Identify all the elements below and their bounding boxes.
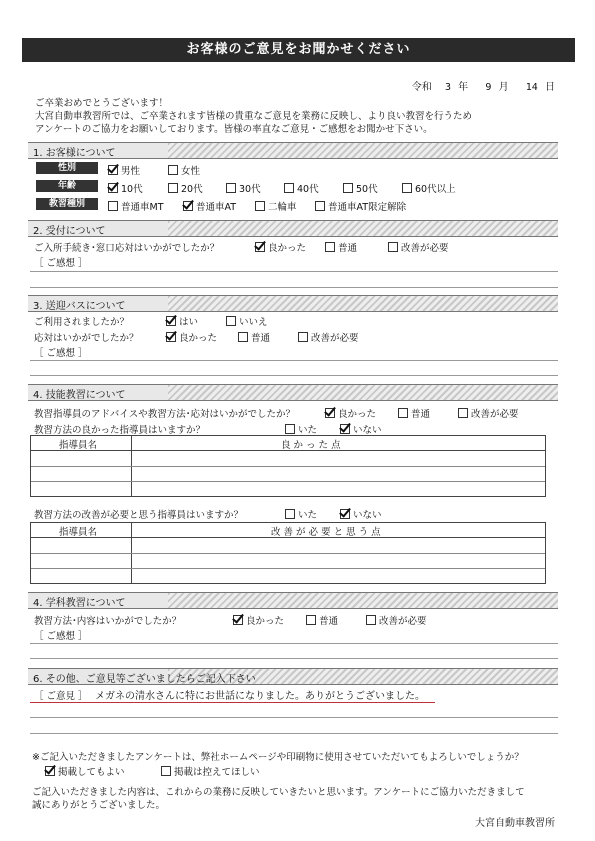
reception-question: ご入所手続き･窓口応対はいかがでしたか？ — [34, 243, 220, 254]
checkbox-icon[interactable] — [255, 201, 265, 211]
comment-line[interactable] — [30, 271, 558, 272]
checkbox-icon[interactable] — [315, 201, 325, 211]
skill-option-good[interactable]: 良かった — [325, 406, 376, 420]
other-comment-text[interactable]: メガネの清水さんに特にお世話になりました。ありがとうございました。 — [95, 691, 425, 702]
checkbox-icon[interactable] — [325, 408, 335, 418]
checkbox-icon[interactable] — [398, 408, 408, 418]
table-row[interactable] — [31, 481, 545, 482]
consent-option-allow[interactable]: 掲載してもよい — [45, 764, 125, 778]
checkbox-icon[interactable] — [458, 408, 468, 418]
closing-text — [32, 786, 525, 812]
consent-question: ※ご記入いただきましたアンケートは、弊社ホームページや印刷物に使用させていただいてもよろしいでしょうか？ — [32, 752, 524, 763]
comment-line[interactable] — [30, 717, 558, 718]
course-option-mt[interactable]: 普通車MT — [108, 199, 164, 213]
skill-question: 教習指導員のアドバイスや教習方法･応対はいかがでしたか？ — [34, 409, 295, 420]
skill-option-average[interactable]: 普通 — [398, 406, 430, 420]
intro-line: ご卒業おめでとうございます！ — [35, 98, 169, 109]
age-option-40s[interactable]: 40代 — [284, 181, 319, 195]
gender-option-female[interactable]: 女性 — [168, 163, 200, 177]
comment-line[interactable] — [30, 375, 558, 376]
section-4-title: 4. 技能教習について — [33, 390, 126, 401]
skill-option-needs-improvement[interactable]: 改善が必要 — [458, 406, 519, 420]
course-option-at[interactable]: 普通車AT — [183, 199, 236, 213]
improve-instructor-table — [30, 522, 546, 584]
gender-option-male[interactable]: 男性 — [108, 163, 140, 177]
checkbox-icon[interactable] — [284, 183, 294, 193]
course-option-at-limit-removal[interactable]: 普通車AT限定解除 — [315, 199, 406, 213]
course-option-motorcycle[interactable]: 二輪車 — [255, 199, 297, 213]
date-day[interactable]: 14 — [525, 82, 538, 93]
age-option-20s[interactable]: 20代 — [168, 181, 203, 195]
date-field — [408, 78, 555, 93]
classroom-comment-label: ［ ご感想 ］ — [34, 631, 88, 642]
bus-service-question: 応対はいかがでしたか？ — [34, 333, 139, 344]
comment-line[interactable] — [30, 287, 558, 288]
checkbox-icon[interactable] — [45, 766, 55, 776]
checkbox-icon[interactable] — [161, 766, 171, 776]
intro-line: 大宮自動車教習所では、ご卒業されます皆様の貴重なご意見を業務に反映し、より良い教習を行うため — [35, 111, 473, 122]
checkbox-icon[interactable] — [226, 316, 236, 326]
course-label: 教習種別 — [36, 198, 98, 210]
intro-line: アンケートのご協力をお願いしております。皆様の率直なご意見・ご感想をお聞かせ下さい。 — [35, 124, 433, 135]
checkbox-icon[interactable] — [340, 424, 350, 434]
comment-line[interactable] — [30, 658, 558, 659]
reception-option-good[interactable]: 良かった — [255, 240, 306, 254]
checkbox-icon[interactable] — [298, 332, 308, 342]
improve-instructor-option-yes[interactable]: いた — [285, 507, 317, 521]
date-month-unit: 月 — [498, 82, 509, 93]
section-5-title: 4. 学科教習について — [33, 598, 126, 609]
date-era: 令和 — [411, 82, 432, 93]
checkbox-icon[interactable] — [285, 424, 295, 434]
section-5-header — [28, 592, 558, 609]
checkbox-icon[interactable] — [238, 332, 248, 342]
consent-option-decline[interactable]: 掲載は控えてほしい — [161, 764, 260, 778]
checkbox-icon[interactable] — [306, 615, 316, 625]
checkbox-icon[interactable] — [108, 183, 118, 193]
checkbox-icon[interactable] — [388, 242, 398, 252]
good-instructor-table — [30, 435, 546, 497]
section-4-header — [28, 384, 558, 401]
age-option-50s[interactable]: 50代 — [343, 181, 378, 195]
checkbox-icon[interactable] — [285, 509, 295, 519]
comment-underline — [30, 702, 435, 703]
checkbox-icon[interactable] — [325, 242, 335, 252]
bus-use-question: ご利用されましたか？ — [34, 317, 130, 328]
improve-instructor-question: 教習方法の改善が必要と思う指導員はいますか？ — [34, 510, 244, 521]
classroom-option-average[interactable]: 普通 — [306, 613, 338, 627]
table-header-good-points: 良 か っ た 点 — [281, 440, 341, 451]
bus-service-option-needs-improvement[interactable]: 改善が必要 — [298, 330, 359, 344]
gender-label: 性別 — [36, 162, 98, 174]
date-year[interactable]: 3 — [444, 82, 451, 93]
checkbox-icon[interactable] — [340, 509, 350, 519]
school-name: 大宮自動車教習所 — [475, 818, 555, 829]
checkbox-icon[interactable] — [108, 165, 118, 175]
bus-use-option-no[interactable]: いいえ — [226, 314, 268, 328]
reception-comment-label: ［ ご感想 ］ — [34, 258, 88, 269]
comment-line[interactable] — [30, 360, 558, 361]
good-instructor-question: 教習方法の良かった指導員はいますか？ — [34, 425, 206, 436]
bus-use-option-yes[interactable]: はい — [166, 314, 198, 328]
checkbox-icon[interactable] — [166, 316, 176, 326]
checkbox-icon[interactable] — [108, 201, 118, 211]
table-header — [31, 436, 545, 451]
table-row[interactable] — [31, 568, 545, 569]
age-label: 年齢 — [36, 180, 98, 192]
age-option-30s[interactable]: 30代 — [226, 181, 261, 195]
checkbox-icon[interactable] — [226, 183, 236, 193]
table-header-improvement-points: 改 善 が 必 要 と 思 う 点 — [271, 527, 381, 538]
good-instructor-option-no[interactable]: いない — [340, 422, 382, 436]
date-day-unit: 日 — [545, 82, 555, 93]
table-row[interactable] — [31, 553, 545, 554]
checkbox-icon[interactable] — [343, 183, 353, 193]
section-2-title: 2. 受付について — [33, 226, 106, 237]
age-option-60s-plus[interactable]: 60代以上 — [402, 181, 456, 195]
other-comment-label: ［ ご意見 ］ — [34, 691, 88, 702]
section-3-header — [28, 295, 558, 312]
table-header-instructor: 指導員名 — [59, 527, 98, 538]
table-header-instructor: 指導員名 — [59, 440, 98, 451]
date-year-unit: 年 — [458, 82, 469, 93]
checkbox-icon[interactable] — [168, 165, 178, 175]
table-row[interactable] — [31, 466, 545, 467]
bus-comment-label: ［ ご感想 ］ — [34, 348, 88, 359]
bus-service-option-good[interactable]: 良かった — [166, 330, 217, 344]
section-6-header — [28, 668, 558, 685]
date-month[interactable]: 9 — [485, 82, 492, 93]
checkbox-icon[interactable] — [366, 615, 376, 625]
checkbox-icon[interactable] — [168, 183, 178, 193]
classroom-option-good[interactable]: 良かった — [233, 613, 284, 627]
comment-line[interactable] — [30, 733, 558, 734]
checkbox-icon[interactable] — [255, 242, 265, 252]
comment-line[interactable] — [30, 643, 558, 644]
table-header — [31, 523, 545, 538]
checkbox-icon[interactable] — [166, 332, 176, 342]
section-3-title: 3. 送迎バスについて — [33, 301, 126, 312]
good-instructor-option-yes[interactable]: いた — [285, 422, 317, 436]
age-option-10s[interactable]: 10代 — [108, 181, 143, 195]
improve-instructor-option-no[interactable]: いない — [340, 507, 382, 521]
classroom-option-needs-improvement[interactable]: 改善が必要 — [366, 613, 427, 627]
bus-service-option-average[interactable]: 普通 — [238, 330, 270, 344]
classroom-question: 教習方法･内容はいかがでしたか？ — [34, 616, 182, 627]
checkbox-icon[interactable] — [233, 615, 243, 625]
closing-line: ご記入いただきました内容は、これからの業務に反映していきたいと思います。アンケートにご協力いただきまして — [32, 787, 525, 798]
checkbox-icon[interactable] — [183, 201, 193, 211]
section-1-title: 1. お客様について — [33, 148, 116, 159]
reception-option-needs-improvement[interactable]: 改善が必要 — [388, 240, 449, 254]
section-6-title: 6. その他、ご意見等ございましたらご記入下さい — [33, 674, 256, 685]
section-1-header — [28, 142, 558, 159]
reception-option-average[interactable]: 普通 — [325, 240, 357, 254]
closing-line: 誠にありがとうございました。 — [32, 800, 166, 811]
page-title: お客様のご意見をお聞かせください — [22, 38, 575, 62]
checkbox-icon[interactable] — [402, 183, 412, 193]
intro-text — [35, 97, 472, 136]
section-2-header — [28, 220, 558, 237]
